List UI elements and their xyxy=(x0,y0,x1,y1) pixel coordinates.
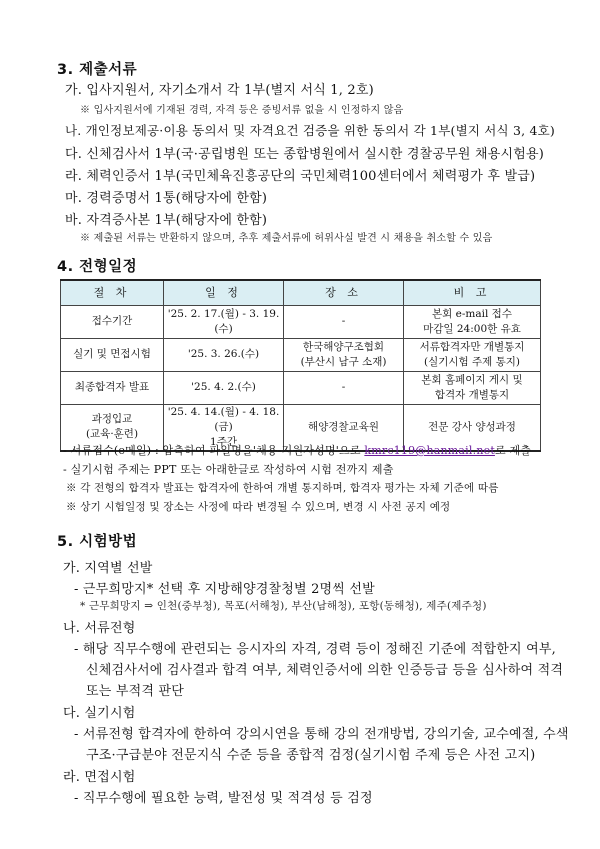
table-cell-date: '25. 4. 2.(수) xyxy=(164,371,284,404)
col-header-place: 장 소 xyxy=(284,280,404,305)
section-4-title: 4. 전형일정 xyxy=(57,259,138,275)
submission-note-text: - 서류접수(e메일) : 압축하여 파일명을'채용-지원자성명'으로 xyxy=(63,444,365,457)
subsection-d-heading: 라. 면접시험 xyxy=(63,770,136,785)
submission-note-tail: 로 제출 xyxy=(494,444,532,457)
table-cell-place: 해양경찰교육원 xyxy=(284,404,404,451)
subsection-a-heading: 가. 지역별 선발 xyxy=(63,561,153,576)
region-note: * 근무희망지 ⇒ 인천(중부청), 목포(서해청), 부산(남해청), 포항(동해청), 제주(제주청) xyxy=(80,600,487,612)
table-cell-place: - xyxy=(284,371,404,404)
table-cell-place: - xyxy=(284,305,404,338)
submission-note xyxy=(63,442,531,458)
note-text: ※ 제출된 서류는 반환하지 않으며, 추후 제출서류에 허위사실 발견 시 채용을 취소할 수 있음 xyxy=(80,233,493,244)
subsection-a-text: - 근무희망지* 선택 후 지방해양경찰청별 2명씩 선발 xyxy=(74,582,375,597)
table-cell-note: 본회 홈페이지 게시 및 합격자 개별통지 xyxy=(404,371,541,404)
schedule-table xyxy=(60,279,541,452)
table-cell-date: '25. 4. 14.(월) - 4. 18.(금) 1주간 xyxy=(164,404,284,451)
section-5-title: 5. 시험방법 xyxy=(57,534,138,550)
email-link[interactable]: kmrc119@hanmail.net xyxy=(364,444,495,457)
table-cell-step: 접수기간 xyxy=(61,305,164,338)
table-row xyxy=(61,371,541,404)
subsection-b-text: 또는 부적격 판단 xyxy=(86,684,184,699)
table-header-row xyxy=(61,280,541,305)
col-header-date: 일 정 xyxy=(164,280,284,305)
table-row xyxy=(61,305,541,338)
subsection-b-heading: 나. 서류전형 xyxy=(63,621,136,636)
doc-item-ga: 가. 입사지원서, 자기소개서 각 1부(별지 서식 1, 2호) xyxy=(65,83,374,98)
table-cell-note: 전문 강사 양성과정 xyxy=(404,404,541,451)
table-cell-step: 실기 및 면접시험 xyxy=(61,338,164,371)
section-3-title: 3. 제출서류 xyxy=(57,62,138,78)
practical-note: - 실기시험 주제는 PPT 또는 아래한글로 작성하여 시험 전까지 제출 xyxy=(63,463,394,476)
table-cell-note: 본회 e-mail 접수 마감일 24:00한 유효 xyxy=(404,305,541,338)
table-cell-place: 한국해양구조협회 (부산시 남구 소재) xyxy=(284,338,404,371)
doc-item-ba: 바. 자격증사본 1부(해당자에 한함) xyxy=(65,213,268,228)
subsection-c-heading: 다. 실기시험 xyxy=(63,706,136,721)
table-cell-step: 최종합격자 발표 xyxy=(61,371,164,404)
subsection-c-text: 구조·구급분야 전문지식 수준 등을 종합적 검정(실기시험 주제 등은 사전 고지) xyxy=(86,748,536,763)
doc-item-ma: 마. 경력증명서 1통(해당자에 한함) xyxy=(65,191,268,206)
note-text: ※ 입사지원서에 기재된 경력, 자격 등은 증빙서류 없을 시 인정하지 않음 xyxy=(80,105,404,116)
doc-item-ra: 라. 체력인증서 1부(국민체육진흥공단의 국민체력100센터에서 체력평가 후 발급) xyxy=(65,169,536,184)
table-row xyxy=(61,338,541,371)
notice-text: ※ 각 전형의 합격자 발표는 합격자에 한하여 개별 통지하며, 합격자 평가는 자체 기준에 따름 xyxy=(66,482,499,494)
subsection-c-text: - 서류전형 합격자에 한하여 강의시연을 통해 강의 전개방법, 강의기술, 교수예절, 수색 xyxy=(74,727,569,742)
subsection-b-text: 신체검사서에 검사결과 합격 여부, 체력인증서에 의한 인증등급 등을 심사하여 적격 xyxy=(86,663,564,678)
col-header-step: 절 차 xyxy=(61,280,164,305)
doc-item-da: 다. 신체검사서 1부(국·공립병원 또는 종합병원에서 실시한 경찰공무원 채용시험용) xyxy=(65,147,545,162)
table-cell-step: 과정입교 (교육·훈련) xyxy=(61,404,164,451)
table-cell-date: '25. 3. 26.(수) xyxy=(164,338,284,371)
notice-text: ※ 상기 시험일정 및 장소는 사정에 따라 변경될 수 있으며, 변경 시 사전 공지 예정 xyxy=(66,501,451,513)
col-header-note: 비 고 xyxy=(404,280,541,305)
doc-item-na: 나. 개인정보제공·이용 동의서 및 자격요건 검증을 위한 동의서 각 1부(별지 서식 3, 4호) xyxy=(65,123,556,138)
subsection-d-text: - 직무수행에 필요한 능력, 발전성 및 적격성 등 검정 xyxy=(74,791,373,806)
table-cell-date: '25. 2. 17.(월) - 3. 19.(수) xyxy=(164,305,284,338)
subsection-b-text: - 해당 직무수행에 관련되는 응시자의 자격, 경력 등이 정해진 기준에 적합한지 여부, xyxy=(74,642,556,657)
table-cell-note: 서류합격자만 개별통지 (실기시험 주제 통지) xyxy=(404,338,541,371)
